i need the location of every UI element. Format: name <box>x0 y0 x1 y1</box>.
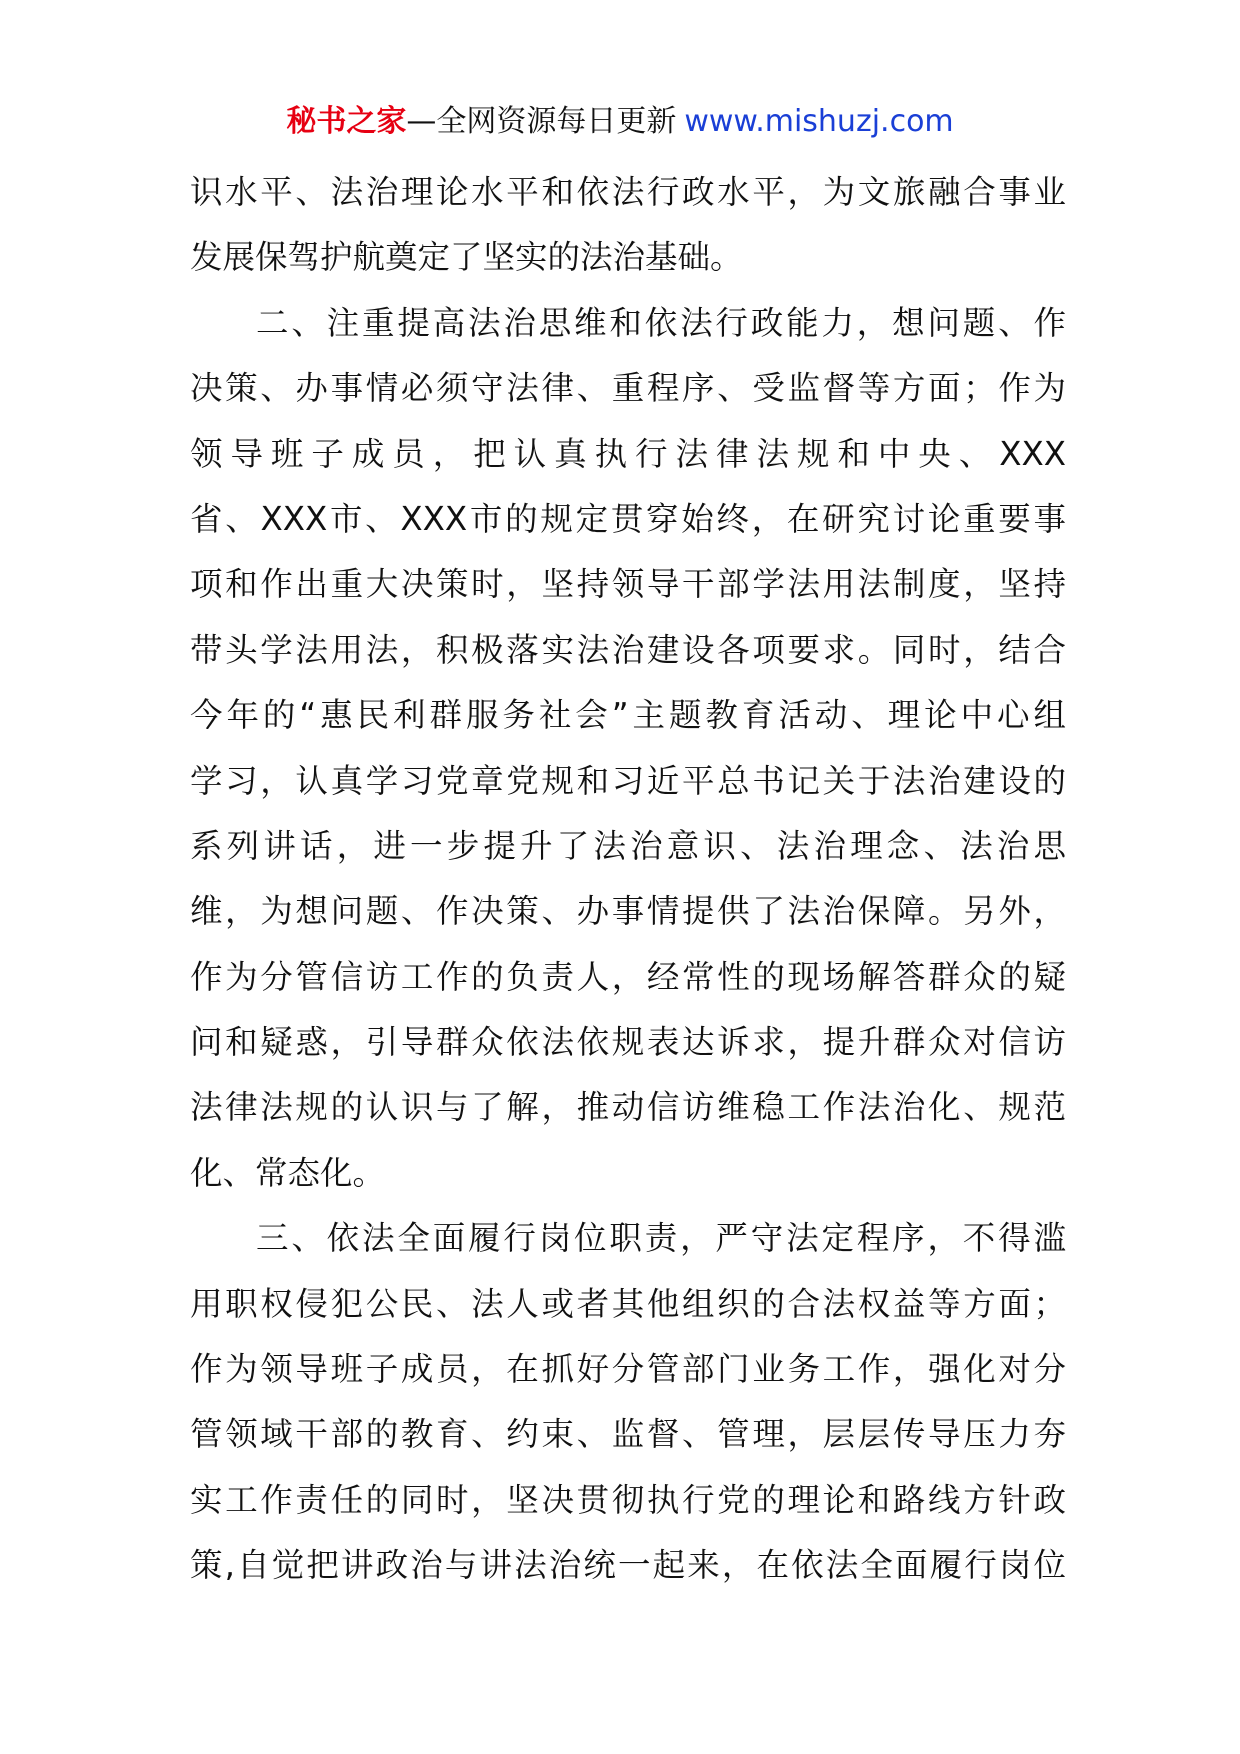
text-line: 项和作出重大决策时，坚持领导干部学法用法制度，坚持 <box>190 565 1066 604</box>
text-line: 维，为想问题、作决策、办事情提供了法治保障。另外， <box>190 892 1066 931</box>
brand-name: 秘书之家 <box>286 104 407 139</box>
text-line: 学习，认真学习党章党规和习近平总书记关于法治建设的 <box>190 761 1066 800</box>
paragraph-3-start: 三、依法全面履行岗位职责，严守法定程序，不得滥 <box>256 1219 1066 1258</box>
text-line: 决策、办事情必须守法律、重程序、受监督等方面；作为 <box>190 369 1066 408</box>
site-header <box>0 100 1240 144</box>
text-line: 识水平、法治理论水平和依法行政水平，为文旅融合事业 <box>190 173 1066 211</box>
site-url-link[interactable]: www.mishuzj.com <box>684 104 954 139</box>
text-line: 用职权侵犯公民、法人或者其他组织的合法权益等方面； <box>190 1284 1066 1323</box>
text-line: 领导班子成员，把认真执行法律法规和中央、XXX <box>190 434 1066 473</box>
text-line: 问和疑惑，引导群众依法依规表达诉求，提升群众对信访 <box>190 1023 1066 1062</box>
text-line: 策,自觉把讲政治与讲法治统一起来，在依法全面履行岗位 <box>190 1546 1066 1585</box>
text-line: 法律法规的认识与了解，推动信访维稳工作法治化、规范 <box>190 1088 1066 1127</box>
text-line: 实工作责任的同时，坚决贯彻执行党的理论和路线方针政 <box>190 1480 1066 1519</box>
text-line: 带头学法用法，积极落实法治建设各项要求。同时，结合 <box>190 630 1066 669</box>
text-line: 化、常态化。 <box>190 1153 386 1192</box>
text-line: 省、XXX市、XXX市的规定贯穿始终，在研究讨论重要事 <box>190 499 1066 538</box>
document-body <box>190 160 1066 1599</box>
text-line: 发展保驾护航奠定了坚实的法治基础。 <box>190 238 743 277</box>
text-line: 作为领导班子成员，在抓好分管部门业务工作，强化对分 <box>190 1350 1066 1389</box>
text-line: 作为分管信访工作的负责人，经常性的现场解答群众的疑 <box>190 957 1066 996</box>
text-line: 今年的“惠民利群服务社会”主题教育活动、理论中心组 <box>190 696 1066 735</box>
header-tagline: —全网资源每日更新 <box>406 104 677 139</box>
text-line: 系列讲话，进一步提升了法治意识、法治理念、法治思 <box>190 826 1066 865</box>
paragraph-2-start: 二、注重提高法治思维和依法行政能力，想问题、作 <box>256 303 1066 342</box>
text-line: 管领域干部的教育、约束、监督、管理，层层传导压力夯 <box>190 1415 1066 1454</box>
